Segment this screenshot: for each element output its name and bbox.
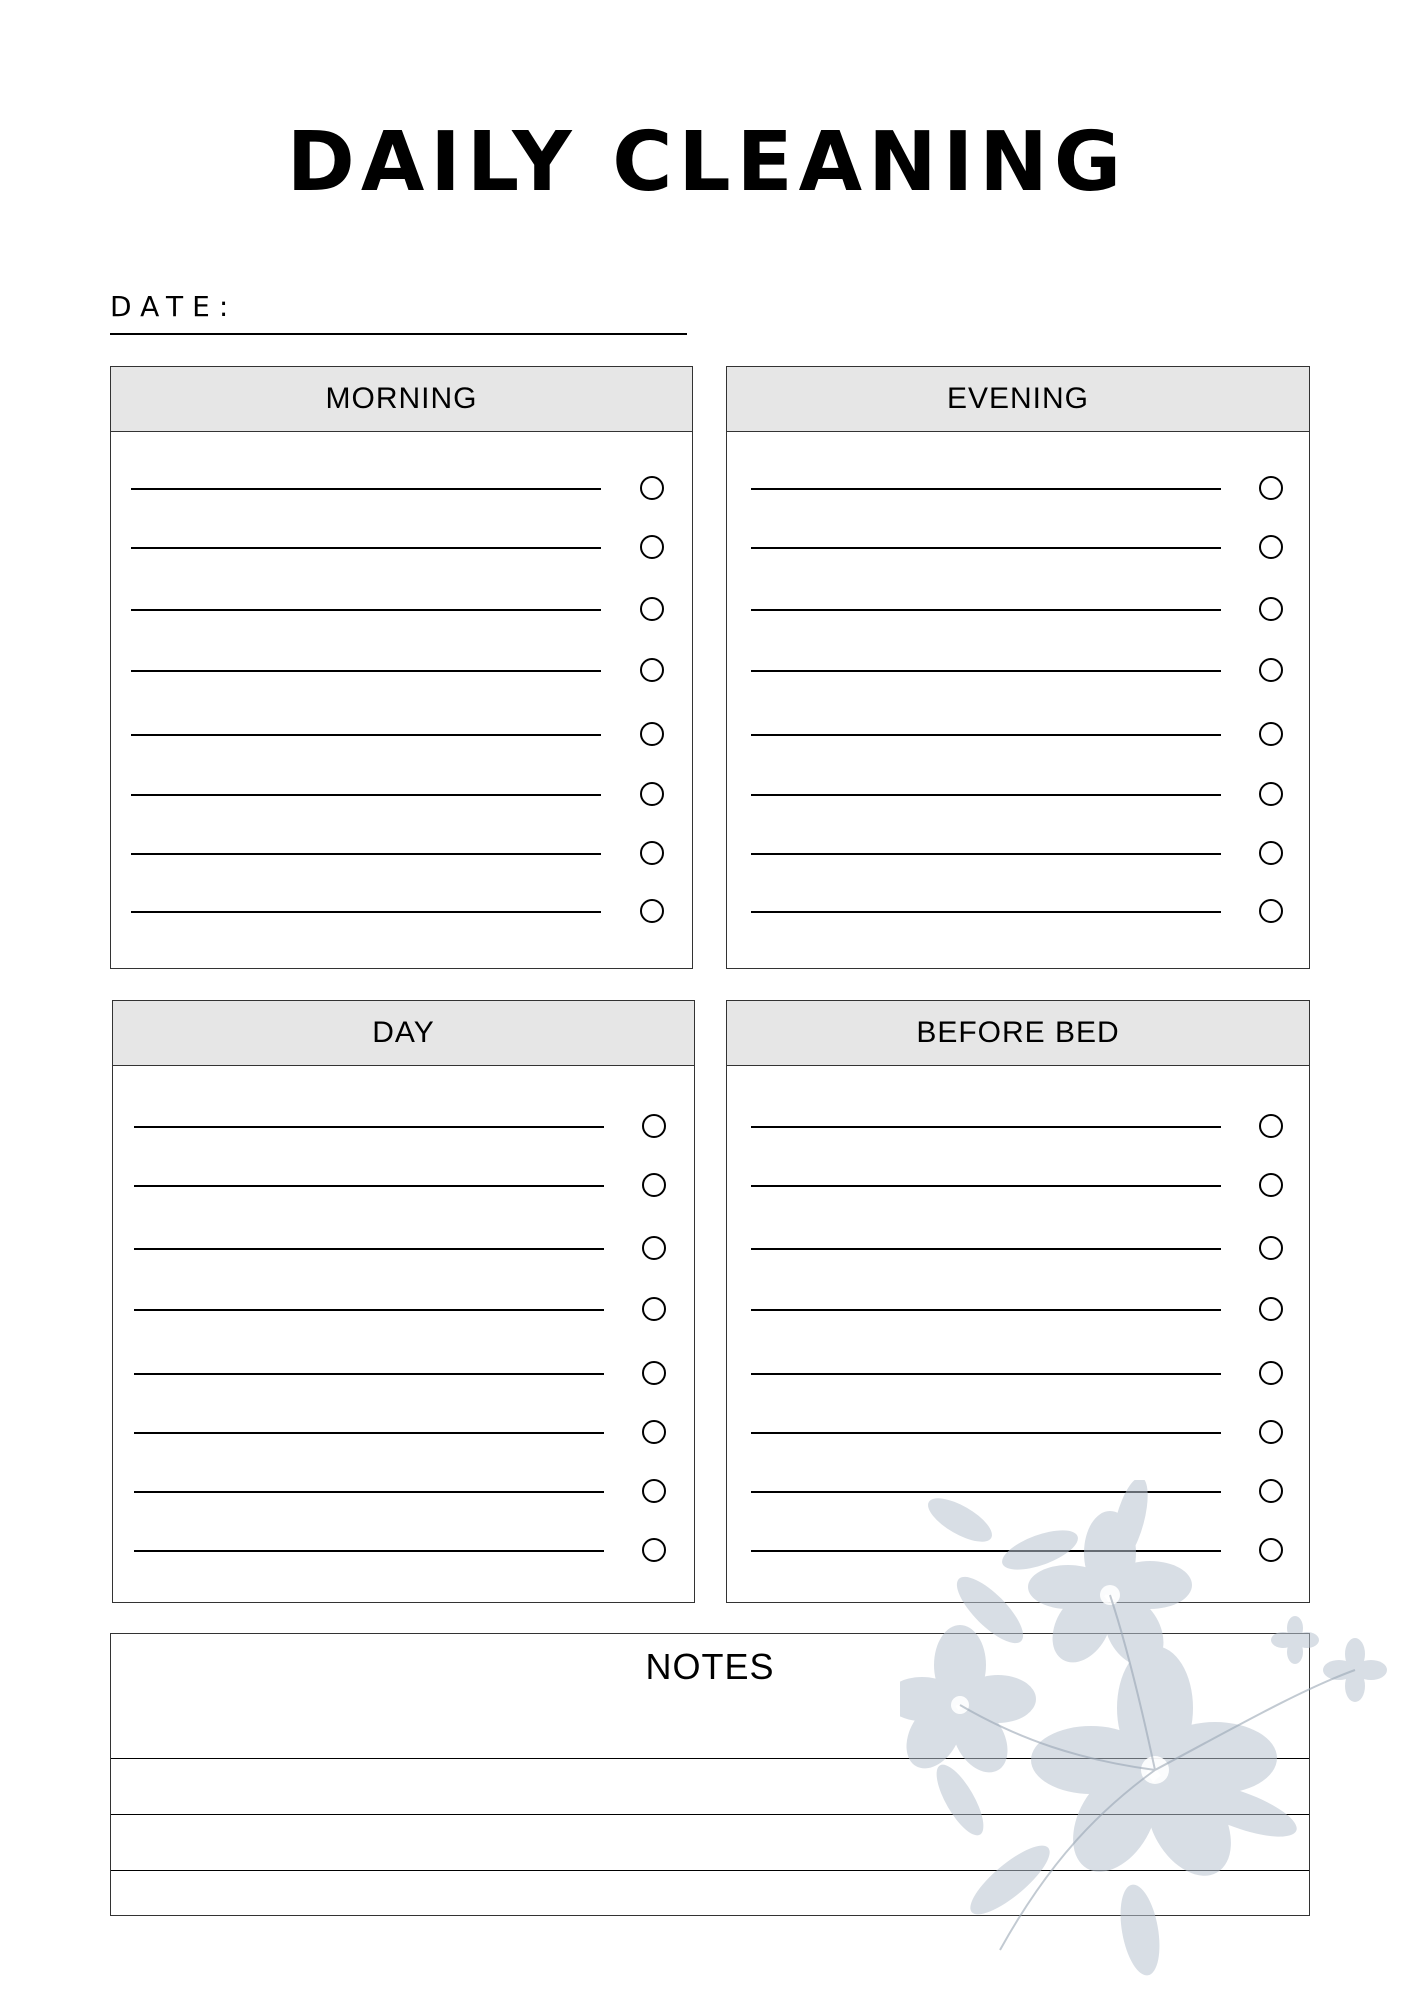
section-evening [726, 366, 1310, 969]
task-line[interactable] [131, 853, 601, 855]
task-line[interactable] [134, 1309, 604, 1311]
checkbox-circle[interactable] [642, 1479, 666, 1503]
task-line[interactable] [131, 794, 601, 796]
task-line[interactable] [131, 911, 601, 913]
checkbox-circle[interactable] [640, 899, 664, 923]
checkbox-circle[interactable] [1259, 535, 1283, 559]
section-header-day: DAY [113, 1001, 694, 1066]
section-day [112, 1000, 695, 1603]
task-line[interactable] [751, 853, 1221, 855]
notes-box [110, 1633, 1310, 1916]
checkbox-circle[interactable] [1259, 1361, 1283, 1385]
task-line[interactable] [751, 670, 1221, 672]
checkbox-circle[interactable] [640, 782, 664, 806]
task-line[interactable] [134, 1432, 604, 1434]
task-line[interactable] [751, 547, 1221, 549]
checkbox-circle[interactable] [640, 535, 664, 559]
task-line[interactable] [751, 734, 1221, 736]
checkbox-circle[interactable] [640, 722, 664, 746]
section-morning [110, 366, 693, 969]
checkbox-circle[interactable] [642, 1114, 666, 1138]
task-line[interactable] [131, 547, 601, 549]
checkbox-circle[interactable] [1259, 1114, 1283, 1138]
section-header-morning: MORNING [111, 367, 692, 432]
checkbox-circle[interactable] [642, 1297, 666, 1321]
checkbox-circle[interactable] [1259, 658, 1283, 682]
checkbox-circle[interactable] [640, 658, 664, 682]
task-line[interactable] [751, 1373, 1221, 1375]
task-line[interactable] [134, 1373, 604, 1375]
task-line[interactable] [134, 1185, 604, 1187]
task-line[interactable] [751, 1185, 1221, 1187]
checkbox-circle[interactable] [1259, 782, 1283, 806]
checkbox-circle[interactable] [1259, 1236, 1283, 1260]
checkbox-circle[interactable] [1259, 597, 1283, 621]
date-label: DATE: [110, 290, 238, 323]
checkbox-circle[interactable] [1259, 1479, 1283, 1503]
task-line[interactable] [751, 609, 1221, 611]
checkbox-circle[interactable] [1259, 841, 1283, 865]
checkbox-circle[interactable] [642, 1420, 666, 1444]
checkbox-circle[interactable] [1259, 1420, 1283, 1444]
checkbox-circle[interactable] [640, 597, 664, 621]
task-line[interactable] [134, 1248, 604, 1250]
checkbox-circle[interactable] [1259, 476, 1283, 500]
date-field[interactable] [110, 333, 687, 335]
checkbox-circle[interactable] [642, 1173, 666, 1197]
notes-line[interactable] [111, 1758, 1309, 1759]
task-line[interactable] [751, 488, 1221, 490]
checkbox-circle[interactable] [642, 1361, 666, 1385]
checkbox-circle[interactable] [1259, 1173, 1283, 1197]
task-line[interactable] [134, 1550, 604, 1552]
notes-header: NOTES [645, 1646, 775, 1687]
checkbox-circle[interactable] [640, 476, 664, 500]
task-line[interactable] [751, 1248, 1221, 1250]
page-title: DAILY CLEANING [286, 115, 1128, 210]
task-line[interactable] [134, 1126, 604, 1128]
checkbox-circle[interactable] [1259, 1538, 1283, 1562]
section-header-evening: EVENING [727, 367, 1309, 432]
task-line[interactable] [131, 670, 601, 672]
notes-line[interactable] [111, 1870, 1309, 1871]
task-line[interactable] [751, 1309, 1221, 1311]
checkbox-circle[interactable] [1259, 722, 1283, 746]
task-line[interactable] [131, 609, 601, 611]
task-line[interactable] [751, 1491, 1221, 1493]
section-header-before-bed: BEFORE BED [727, 1001, 1309, 1066]
checkbox-circle[interactable] [642, 1538, 666, 1562]
section-before-bed [726, 1000, 1310, 1603]
checkbox-circle[interactable] [1259, 899, 1283, 923]
task-line[interactable] [134, 1491, 604, 1493]
task-line[interactable] [751, 1550, 1221, 1552]
notes-line[interactable] [111, 1814, 1309, 1815]
checkbox-circle[interactable] [642, 1236, 666, 1260]
task-line[interactable] [751, 911, 1221, 913]
task-line[interactable] [751, 794, 1221, 796]
checkbox-circle[interactable] [1259, 1297, 1283, 1321]
task-line[interactable] [751, 1432, 1221, 1434]
task-line[interactable] [131, 488, 601, 490]
checkbox-circle[interactable] [640, 841, 664, 865]
task-line[interactable] [751, 1126, 1221, 1128]
task-line[interactable] [131, 734, 601, 736]
